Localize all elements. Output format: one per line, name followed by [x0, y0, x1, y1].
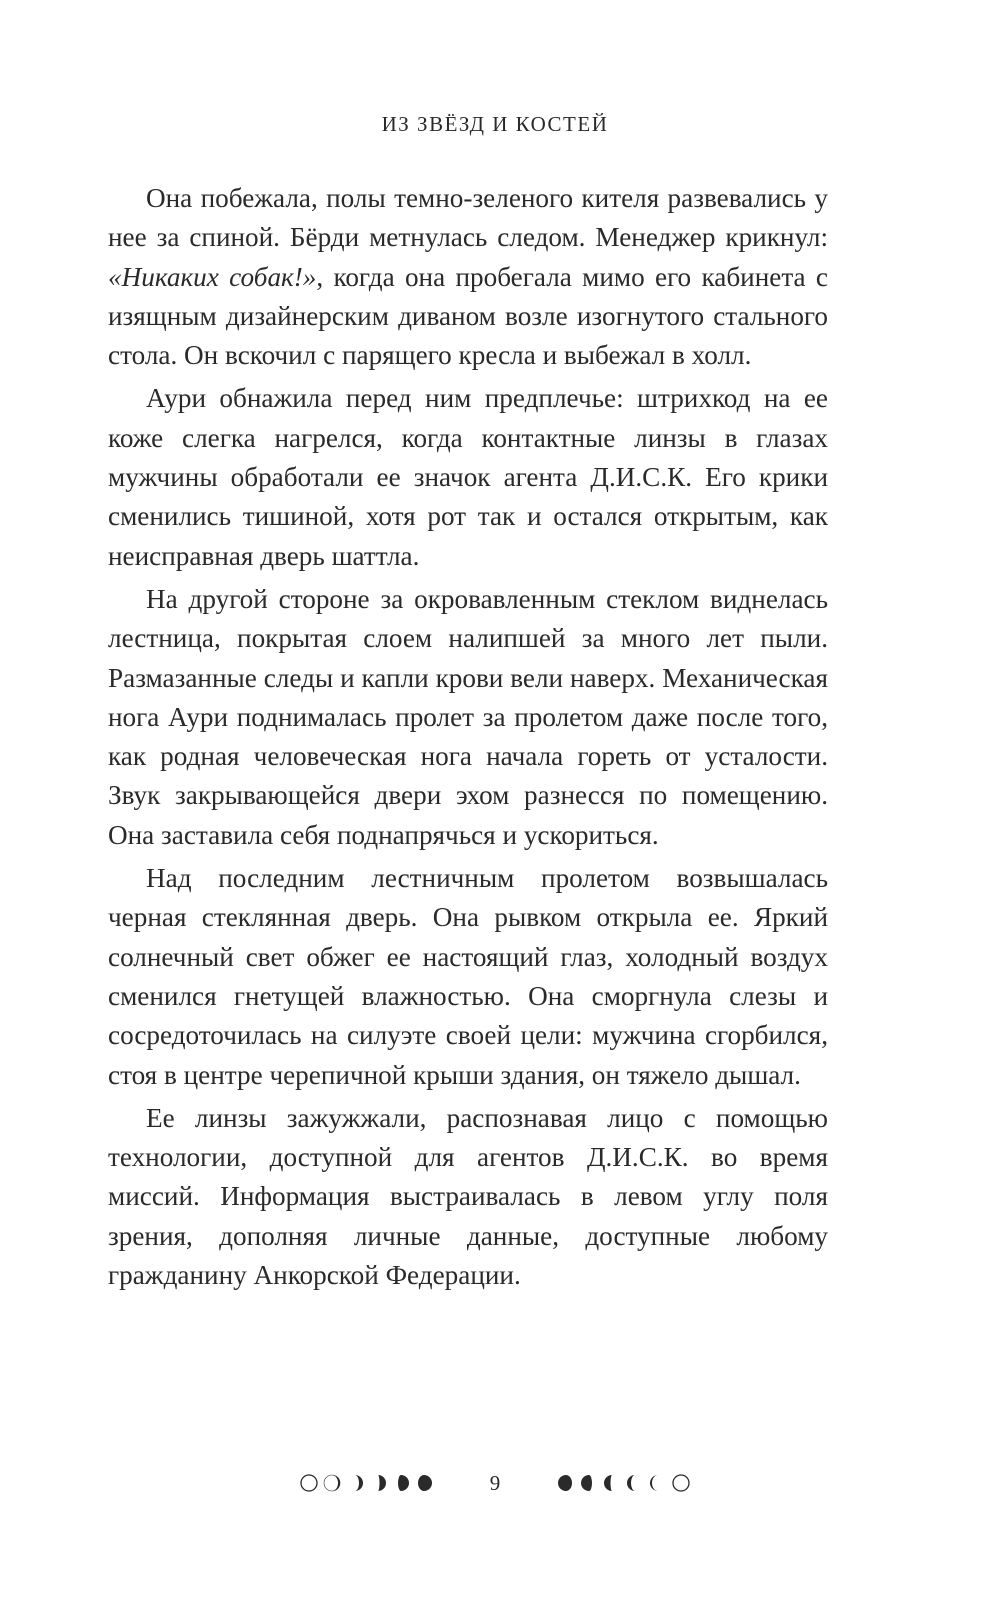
chapter-body [108, 179, 828, 1295]
moon-phases-waning-icon [556, 1473, 691, 1493]
moon-gibbous-icon [391, 1473, 411, 1493]
moon-full-outline-icon [671, 1473, 691, 1493]
paragraph-text: , когда она пробегала мимо его кабинета с изящным дизайнерским диваном возле изогнутого стального стола. Он вскочил с парящего кресла и выбежал в холл. [108, 261, 828, 371]
moon-gibbous-icon [579, 1473, 599, 1493]
paragraph: Ее линзы зажужжали, распознавая лицо с помощью технологии, доступной для агентов Д.И.С.К. во время миссий. Информация выстраивалась в левом углу поля зрения, дополняя личные данные, доступные любому гражданину Анкорской Федерации. [108, 1102, 828, 1291]
moon-full-gibbous-icon [556, 1473, 576, 1493]
page-number: 9 [489, 1470, 501, 1495]
paragraph: На другой стороне за окровавленным стеклом виднелась лестница, покрытая слоем налипшей за много лет пыли. Размазанные следы и капли крови вели наверх. Механическая нога Аури поднималась пролет за пролетом даже после того, как родная человеческая нога начала гореть от усталости. Звук закрывающейся двери эхом разнесся по помещению. Она заставила себя поднапрячься и ускориться. [108, 583, 828, 850]
moon-full-outline-icon [299, 1473, 319, 1493]
paragraph: Над последним лестничным пролетом возвышалась черная стеклянная дверь. Она рывком открыла ее. Яркий солнечный свет обжег ее настоящий глаз, холодный воздух сменился гнетущей влажностью. Она сморгнула слезы и сосредоточилась на силуэте своей цели: мужчина сгорбился, стоя в центре черепичной крыши здания, он тяжело дышал. [108, 863, 828, 1090]
paragraph: Аури обнажила перед ним предплечье: штрихкод на ее коже слегка нагрелся, когда контактные линзы в глазах мужчины обработали ее значок агента Д.И.С.К. Его крики сменились тишиной, хотя рот так и остался открытым, как неисправная дверь шаттла. [108, 383, 828, 571]
moon-quarter-icon [368, 1473, 388, 1493]
moon-full-gibbous-icon [414, 1473, 434, 1493]
moon-phases-waxing-icon [299, 1473, 434, 1493]
paragraph [108, 179, 828, 375]
page-footer [0, 1468, 990, 1498]
moon-crescent-icon [625, 1473, 645, 1493]
moon-quarter-icon [602, 1473, 622, 1493]
moon-crescent-icon [345, 1473, 365, 1493]
running-title: ИЗ ЗВЁЗД И КОСТЕЙ [381, 112, 609, 136]
emphasized-quote: «Никаких собак!» [108, 261, 317, 292]
moon-thin-crescent-icon [322, 1473, 342, 1493]
moon-thin-crescent-icon [648, 1473, 668, 1493]
paragraph-text: Она побежала, полы темно-зеленого кителя развевались у нее за спиной. Бёрди метнулась следом. Менеджер крикнул: [108, 183, 828, 253]
